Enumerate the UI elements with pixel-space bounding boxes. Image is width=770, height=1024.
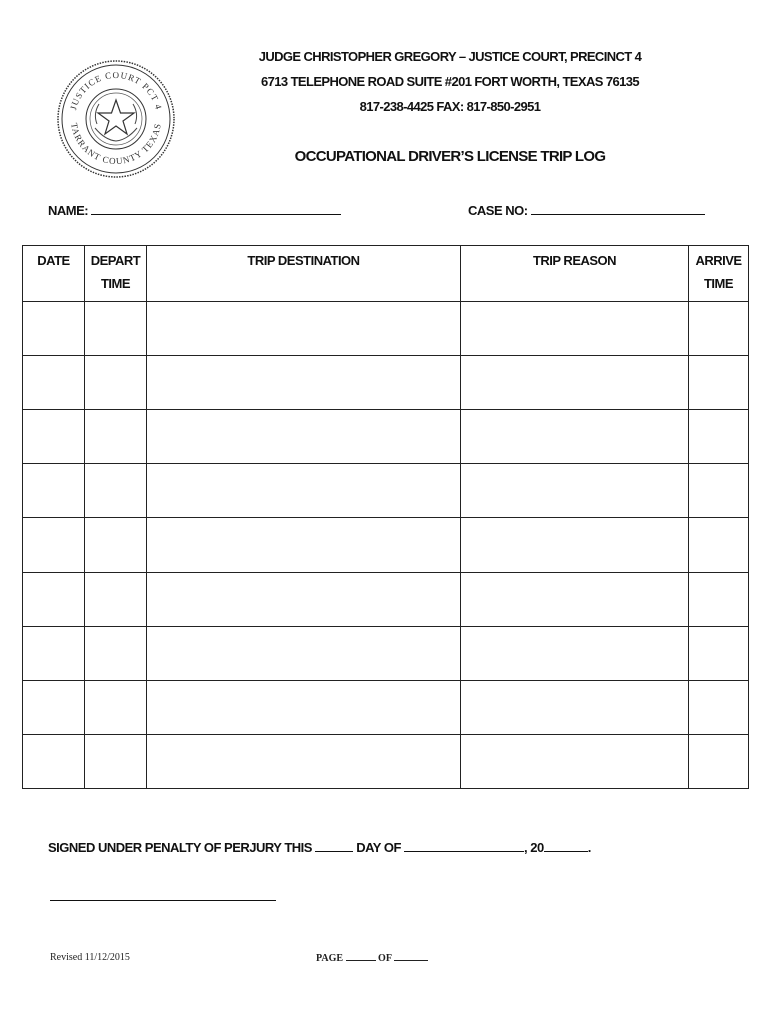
table-row [23,410,749,464]
table-row [23,734,749,788]
cell-trip-destination[interactable] [147,302,461,356]
county-seal-logo [55,58,177,180]
document-title: OCCUPATIONAL DRIVER’S LICENSE TRIP LOG [294,148,606,165]
svg-text:JUSTICE COURT PCT 4: JUSTICE COURT PCT 4 [68,69,164,112]
cell-trip-reason[interactable] [461,464,689,518]
cell-date[interactable] [23,572,85,626]
signature-blank-line[interactable] [50,900,276,901]
cell-arrive-time[interactable] [689,302,749,356]
cell-trip-destination[interactable] [147,572,461,626]
cell-arrive-time[interactable] [689,464,749,518]
cell-trip-destination[interactable] [147,734,461,788]
cell-date[interactable] [23,464,85,518]
court-phone-fax: 817-238-4425 FAX: 817-850-2951 [359,99,541,114]
cell-depart-time[interactable] [85,302,147,356]
case-number-label: CASE NO: [468,203,528,218]
cell-arrive-time[interactable] [689,626,749,680]
month-blank-line[interactable] [404,838,524,852]
cell-trip-destination[interactable] [147,518,461,572]
cell-trip-destination[interactable] [147,464,461,518]
column-header-depart-time: DEPART TIME [85,246,147,302]
name-label: NAME: [48,203,89,218]
cell-depart-time[interactable] [85,626,147,680]
cell-date[interactable] [23,518,85,572]
column-header-arrive-time: ARRIVE TIME [689,246,749,302]
court-address: 6713 TELEPHONE ROAD SUITE #201 FORT WORTH, TEXAS 76135 [261,74,639,89]
cell-date[interactable] [23,734,85,788]
svg-text:TARRANT COUNTY TEXAS: TARRANT COUNTY TEXAS [69,122,163,167]
court-name-header: JUDGE CHRISTOPHER GREGORY – JUSTICE COURT, PRECINCT 4 [258,49,642,64]
cell-trip-destination[interactable] [147,410,461,464]
case-number-field[interactable] [468,201,705,218]
column-header-date: DATE [23,246,85,302]
cell-trip-reason[interactable] [461,518,689,572]
table-row [23,626,749,680]
table-row [23,572,749,626]
cell-trip-reason[interactable] [461,302,689,356]
table-row [23,356,749,410]
name-blank-line[interactable] [91,201,341,215]
cell-depart-time[interactable] [85,464,147,518]
cell-depart-time[interactable] [85,572,147,626]
cell-trip-destination[interactable] [147,356,461,410]
cell-trip-reason[interactable] [461,356,689,410]
cell-arrive-time[interactable] [689,572,749,626]
cell-depart-time[interactable] [85,410,147,464]
case-number-blank-line[interactable] [531,201,705,215]
cell-trip-reason[interactable] [461,410,689,464]
cell-arrive-time[interactable] [689,410,749,464]
table-row [23,302,749,356]
cell-date[interactable] [23,356,85,410]
page-total-blank[interactable] [394,951,428,961]
trip-log-table [22,245,749,789]
cell-arrive-time[interactable] [689,356,749,410]
table-header-row [23,246,749,302]
cell-arrive-time[interactable] [689,680,749,734]
column-header-trip-reason: TRIP REASON [461,246,689,302]
table-row [23,680,749,734]
cell-depart-time[interactable] [85,734,147,788]
page-number-field: PAGE OF [316,951,428,964]
day-blank-line[interactable] [315,838,353,852]
cell-trip-destination[interactable] [147,626,461,680]
table-row [23,464,749,518]
cell-depart-time[interactable] [85,356,147,410]
year-blank-line[interactable] [544,838,588,852]
cell-trip-reason[interactable] [461,680,689,734]
cell-arrive-time[interactable] [689,734,749,788]
cell-trip-reason[interactable] [461,734,689,788]
cell-depart-time[interactable] [85,680,147,734]
revised-date: Revised 11/12/2015 [50,952,130,963]
cell-date[interactable] [23,680,85,734]
cell-date[interactable] [23,626,85,680]
cell-trip-destination[interactable] [147,680,461,734]
cell-depart-time[interactable] [85,518,147,572]
column-header-trip-destination: TRIP DESTINATION [147,246,461,302]
perjury-statement: SIGNED UNDER PENALTY OF PERJURY THIS DAY OF , 20 . [48,840,591,855]
cell-date[interactable] [23,302,85,356]
page-number-blank[interactable] [346,951,376,961]
cell-trip-reason[interactable] [461,572,689,626]
cell-date[interactable] [23,410,85,464]
name-field[interactable] [48,201,341,218]
cell-arrive-time[interactable] [689,518,749,572]
table-row [23,518,749,572]
cell-trip-reason[interactable] [461,626,689,680]
